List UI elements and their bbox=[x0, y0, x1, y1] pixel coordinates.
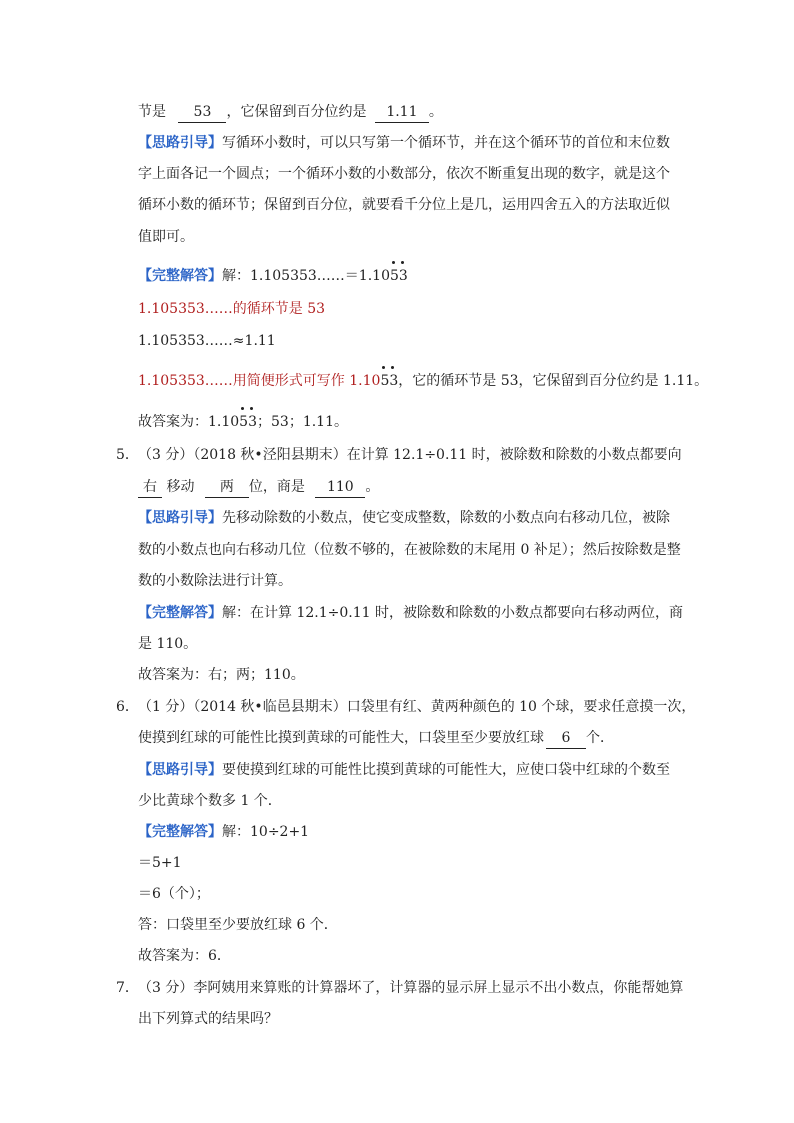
item6-final-answer: 故答案为：6． bbox=[138, 948, 231, 964]
text: 53 bbox=[239, 414, 257, 430]
repeat-dot-icon bbox=[382, 366, 385, 369]
text: ，它的循环节是 53，它保留到百分位约是 1.11。 bbox=[398, 373, 709, 389]
text: 解：1.105353……＝1.10 bbox=[222, 268, 390, 284]
item4-guide-line1 bbox=[138, 133, 670, 153]
item6-solution-line1 bbox=[138, 822, 309, 842]
text: ，它保留到百分位约是 bbox=[226, 104, 367, 120]
solution-tag: 【完整解答】 bbox=[138, 605, 222, 621]
text: 53 bbox=[389, 268, 408, 284]
repeat-dot-icon bbox=[241, 407, 244, 410]
repeating-digits bbox=[239, 412, 257, 432]
text: （3 分）李阿姨用来算账的计算器坏了，计算器的显示屏上显示不出小数点，你能帮她算 bbox=[138, 980, 684, 996]
text: 写循环小数时，可以只写第一个循环节，并在这个循环节的首位和末位数 bbox=[222, 135, 670, 151]
text: 节是 bbox=[138, 104, 166, 120]
solution-tag: 【完整解答】 bbox=[138, 824, 222, 840]
text: 移动 bbox=[166, 479, 195, 495]
item4-solution-line4 bbox=[138, 371, 708, 391]
answer-blank: 6 bbox=[546, 728, 586, 749]
question-number: 6． bbox=[116, 699, 139, 715]
item6-solution-line4: 答：口袋里至少要放红球 6 个． bbox=[138, 917, 338, 933]
item5-guide-line1 bbox=[138, 508, 670, 528]
text: 故答案为：1.10 bbox=[138, 414, 240, 430]
text: 个． bbox=[586, 730, 614, 746]
item5-guide-line2: 数的小数点也向右移动几位（位数不够的，在被除数的末尾用 0 补足）；然后按除数是整 bbox=[138, 542, 681, 558]
item6-question-line1 bbox=[116, 697, 695, 717]
text: （3 分）（2018 秋•泾阳县期末）在计算 12.1÷0.11 时，被除数和除数的小数点都要向 bbox=[138, 447, 682, 463]
repeat-dot-icon bbox=[392, 261, 395, 264]
text: ；53；1.11。 bbox=[257, 414, 348, 430]
item5-question-line1 bbox=[116, 445, 682, 465]
item4-solution-line2: 1.105353……的循环节是 53 bbox=[138, 301, 326, 317]
text: 使摸到红球的可能性比摸到黄球的可能性大，口袋里至少要放红球 bbox=[138, 730, 544, 746]
repeating-digits bbox=[380, 371, 398, 391]
item4-solution-line1 bbox=[138, 266, 408, 286]
text: 解：在计算 12.1÷0.11 时，被除数和除数的小数点都要向右移动两位，商 bbox=[222, 605, 683, 621]
answer-blank: 110 bbox=[315, 477, 365, 498]
text: 先移动除数的小数点，使它变成整数，除数的小数点向右移动几位，被除 bbox=[222, 510, 670, 526]
answer-blank: 右 bbox=[138, 477, 162, 498]
item5-final-answer: 故答案为：右；两；110。 bbox=[138, 667, 305, 683]
repeating-digits bbox=[390, 266, 408, 286]
item5-solution-line1 bbox=[138, 603, 683, 623]
guide-tag: 【思路引导】 bbox=[138, 135, 222, 151]
item4-solution-line3: 1.105353……≈1.11 bbox=[138, 333, 276, 349]
item5-guide-line3: 数的小数除法进行计算。 bbox=[138, 573, 292, 589]
text: 要使摸到红球的可能性比摸到黄球的可能性大，应使口袋中红球的个数至 bbox=[222, 762, 670, 778]
guide-tag: 【思路引导】 bbox=[138, 510, 222, 526]
item6-question-line2 bbox=[138, 728, 614, 749]
repeat-dot-icon bbox=[391, 366, 394, 369]
item6-solution-line3: ＝6（个）； bbox=[138, 886, 210, 902]
text: 位，商是 bbox=[248, 479, 305, 495]
item4-answer-line bbox=[138, 102, 443, 123]
text: 53 bbox=[380, 373, 399, 389]
question-number: 5． bbox=[116, 447, 139, 463]
item7-question-line1 bbox=[116, 978, 683, 998]
answer-blank: 两 bbox=[205, 477, 249, 498]
item6-solution-line2: ＝5+1 bbox=[138, 855, 182, 871]
question-number: 7． bbox=[116, 980, 139, 996]
item5-solution-line2: 是 110。 bbox=[138, 636, 198, 652]
repeat-dot-icon bbox=[250, 407, 253, 410]
item7-question-line2: 出下列算式的结果吗？ bbox=[138, 1011, 278, 1027]
item4-guide-line4: 值即可。 bbox=[138, 229, 194, 245]
item4-guide-line2: 字上面各记一个圆点；一个循环小数的小数部分，依次不断重复出现的数字，就是这个 bbox=[138, 166, 670, 182]
item4-final-answer bbox=[138, 412, 348, 432]
answer-blank: 1.11 bbox=[375, 102, 429, 123]
text: （1 分）（2014 秋•临邑县期末）口袋里有红、黄两种颜色的 10 个球，要求任意摸一次， bbox=[138, 699, 696, 715]
item4-guide-line3: 循环小数的循环节；保留到百分位，就要看千分位上是几，运用四舍五入的方法取近似 bbox=[138, 197, 670, 213]
repeat-dot-icon bbox=[401, 261, 404, 264]
text: 1.105353……用简便形式可写作 1.10 bbox=[138, 373, 381, 389]
guide-tag: 【思路引导】 bbox=[138, 762, 222, 778]
answer-blank: 53 bbox=[178, 102, 226, 123]
text: 。 bbox=[365, 479, 380, 495]
item5-question-line2 bbox=[138, 477, 379, 498]
solution-tag: 【完整解答】 bbox=[138, 268, 222, 284]
item6-guide-line2: 少比黄球个数多 1 个． bbox=[138, 793, 282, 809]
item6-guide-line1 bbox=[138, 760, 670, 780]
text: 解：10÷2+1 bbox=[222, 824, 310, 840]
text: 。 bbox=[428, 104, 443, 120]
